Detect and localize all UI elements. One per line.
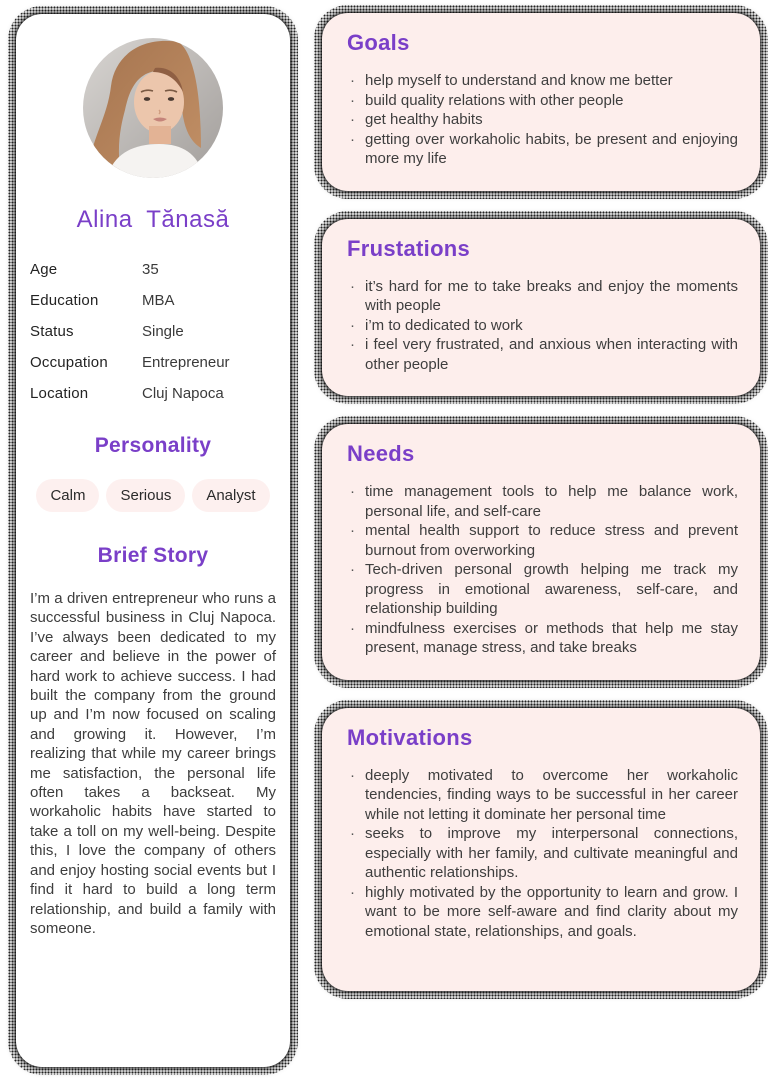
attribute-label: Status bbox=[30, 323, 74, 340]
section-title: Frustations bbox=[347, 235, 471, 261]
bullet-icon: · bbox=[350, 561, 355, 578]
attribute-label: Education bbox=[30, 292, 99, 309]
bullet-item bbox=[350, 521, 740, 560]
bullet-item bbox=[350, 71, 740, 91]
section-bullet-list bbox=[347, 277, 740, 375]
bullet-icon: · bbox=[350, 316, 355, 334]
bullet-icon: · bbox=[350, 277, 355, 295]
bullet-icon: · bbox=[350, 483, 355, 500]
bullet-item bbox=[350, 110, 740, 130]
bullet-text: highly motivated by the opportunity to learn and grow. I want to be more self-aware and find clarity about my emotional state, relationships, and goals. bbox=[365, 883, 738, 940]
bullet-icon: · bbox=[350, 336, 355, 353]
bullet-item bbox=[350, 482, 740, 521]
bullet-text: deeply motivated to overcome her workaholic tendencies, finding ways to be successful in her career while not letting it dominate her personal time bbox=[365, 766, 738, 823]
bullet-text: build quality relations with other people bbox=[365, 91, 624, 109]
bullet-text: i feel very frustrated, and anxious when interacting with other people bbox=[365, 336, 738, 373]
section-card-frustations bbox=[322, 219, 760, 397]
bullet-icon: · bbox=[350, 619, 355, 637]
avatar bbox=[83, 38, 223, 178]
attribute-row bbox=[30, 291, 276, 311]
attribute-value: Entrepreneur bbox=[142, 354, 230, 371]
bullet-icon: · bbox=[350, 522, 355, 539]
bullet-icon: · bbox=[350, 825, 355, 842]
bullet-text: get healthy habits bbox=[365, 111, 483, 128]
attribute-row bbox=[30, 353, 276, 373]
attribute-row bbox=[30, 260, 276, 280]
brief-story-text: I’m a driven entrepreneur who runs a successful business in Cluj Napoca. I’ve always been dedicated to my career and believe in the power of hard work to achieve success. I had built the company from the ground up and I’m now focused on scaling and growing it. However, I’m realizing that while my career brings me satisfaction, the personal life often takes a backseat. My workaholic habits have started to take a toll on my well-being. Despite this, I love the company of others and enjoy hosting social events but I find it hard to build a long term relationship, and build a family with someone. bbox=[30, 590, 276, 937]
bullet-item bbox=[350, 335, 740, 374]
personality-chips bbox=[16, 479, 290, 512]
section-title: Needs bbox=[347, 441, 415, 466]
bullet-text: i’m to dedicated to work bbox=[365, 316, 523, 334]
section-bullet-list bbox=[347, 766, 740, 942]
bullet-item bbox=[350, 619, 740, 658]
section-card-goals bbox=[322, 13, 760, 191]
attribute-row bbox=[30, 322, 276, 342]
bullet-item bbox=[350, 316, 740, 336]
bullet-text: help myself to understand and know me better bbox=[365, 72, 673, 89]
bullet-item bbox=[350, 560, 740, 619]
persona-card bbox=[16, 14, 290, 1067]
bullet-text: seeks to improve my interpersonal connections, especially with her family, and cultivate meaningful and authentic relationships. bbox=[365, 825, 738, 881]
attribute-label: Location bbox=[30, 385, 89, 402]
bullet-text: it’s hard for me to take breaks and enjoy the moments with people bbox=[365, 277, 738, 314]
bullet-item bbox=[350, 766, 740, 825]
bullet-item bbox=[350, 277, 740, 316]
section-title: Motivations bbox=[347, 724, 473, 750]
attribute-row bbox=[30, 384, 276, 404]
bullet-icon: · bbox=[350, 111, 355, 128]
bullet-item bbox=[350, 130, 740, 169]
attribute-label: Occupation bbox=[30, 354, 108, 371]
personality-chip: Calm bbox=[36, 479, 99, 512]
attribute-value: MBA bbox=[142, 292, 175, 309]
bullet-text: mindfulness exercises or methods that help me stay present, manage stress, and take breaks bbox=[365, 619, 738, 656]
bullet-text: getting over workaholic habits, be present and enjoying more my life bbox=[365, 130, 738, 167]
bullet-item bbox=[350, 883, 740, 942]
sections-column bbox=[322, 13, 760, 1019]
section-title: Goals bbox=[347, 30, 410, 55]
bullet-icon: · bbox=[350, 91, 355, 109]
personality-chip: Analyst bbox=[192, 479, 269, 512]
brief-story-heading: Brief Story bbox=[97, 544, 209, 567]
personality-heading: Personality bbox=[94, 434, 212, 457]
section-bullet-list bbox=[347, 71, 740, 169]
section-card-motivations bbox=[322, 708, 760, 991]
bullet-item bbox=[350, 91, 740, 111]
personality-chip: Serious bbox=[106, 479, 185, 512]
bullet-icon: · bbox=[350, 766, 355, 784]
attributes-list bbox=[30, 260, 276, 404]
bullet-icon: · bbox=[350, 72, 355, 89]
section-card-needs bbox=[322, 424, 760, 680]
bullet-text: time management tools to help me balance work, personal life, and self-care bbox=[365, 483, 738, 520]
bullet-item bbox=[350, 824, 740, 883]
bullet-icon: · bbox=[350, 130, 355, 148]
attribute-value: 35 bbox=[142, 261, 159, 278]
attribute-label: Age bbox=[30, 261, 58, 278]
persona-name: Alina Tănasă bbox=[76, 206, 230, 233]
attribute-value: Cluj Napoca bbox=[142, 385, 224, 402]
bullet-icon: · bbox=[350, 883, 355, 901]
bullet-text: mental health support to reduce stress and prevent burnout from overworking bbox=[365, 522, 738, 559]
avatar-photo bbox=[83, 38, 223, 178]
bullet-text: Tech-driven personal growth helping me track my progress in emotional awareness, self-care, and relationship building bbox=[365, 561, 738, 617]
section-bullet-list bbox=[347, 482, 740, 658]
attribute-value: Single bbox=[142, 323, 184, 340]
